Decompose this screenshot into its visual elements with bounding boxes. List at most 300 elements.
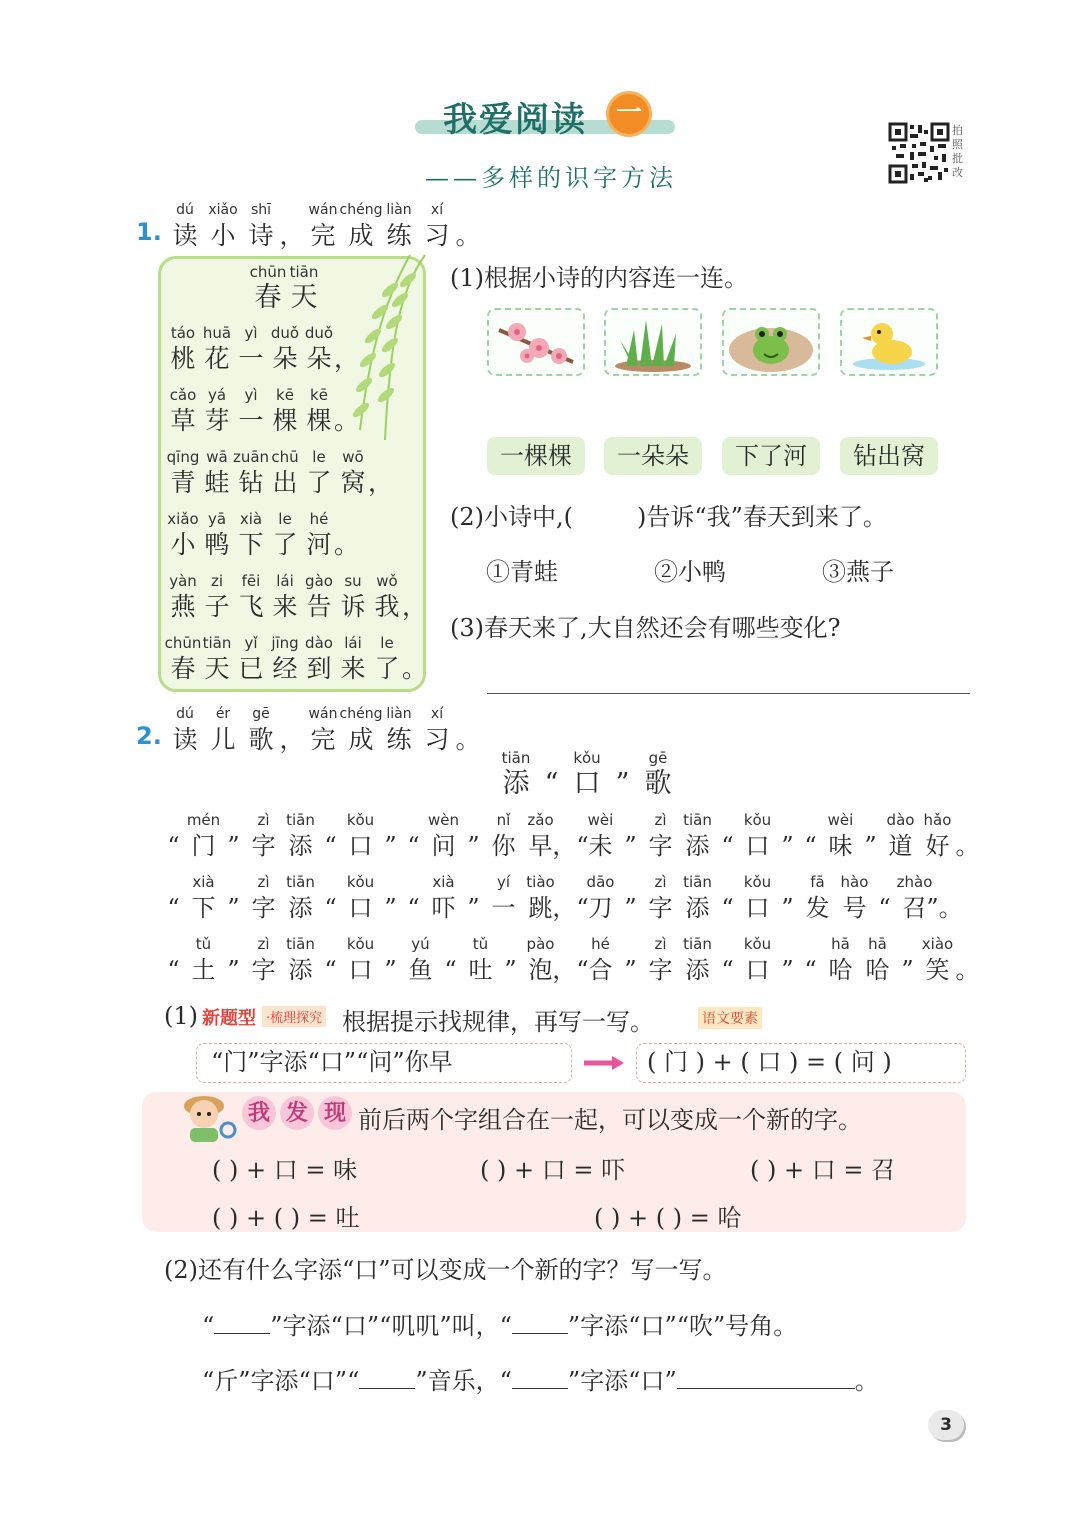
pinyin: tiào — [526, 873, 555, 891]
example-left-box: “门”字添“口”“问”你早 — [196, 1043, 572, 1083]
fill-text: “ — [202, 1312, 215, 1340]
picture-card-duck[interactable] — [840, 308, 938, 376]
pinyin-char-cell — [339, 200, 383, 252]
hanzi: 吐 — [468, 956, 493, 984]
hanzi: 桃 — [170, 344, 196, 373]
hanzi: 鸭 — [204, 530, 230, 559]
pinyin-char-cell — [336, 633, 370, 685]
hanzi: “ — [407, 894, 420, 922]
hanzi: 春 — [254, 282, 282, 313]
hanzi: 下 — [191, 894, 216, 922]
pinyin-char-cell — [716, 872, 739, 924]
hanzi: 。 — [334, 406, 360, 435]
hanzi: 练 — [386, 221, 412, 250]
pinyin: hā — [831, 935, 850, 953]
hanzi: 到 — [306, 654, 332, 683]
pinyin: wā — [206, 448, 228, 466]
peach-blossom-icon — [489, 310, 583, 374]
pinyin-char-cell — [234, 323, 268, 375]
pinyin-char-cell — [552, 810, 589, 862]
pinyin: chū — [271, 448, 299, 466]
q1-sub2-text — [450, 497, 887, 532]
hanzi: ，“ — [552, 832, 589, 860]
section-title — [415, 92, 675, 140]
hanzi: “ — [324, 832, 337, 860]
option-3[interactable]: ③燕子 — [822, 558, 894, 586]
pinyin-char-cell — [200, 633, 234, 685]
pinyin-char-cell — [799, 810, 822, 862]
hanzi: ” — [384, 894, 397, 922]
hanzi: 字 — [648, 832, 673, 860]
q2-sub1-prefix: (1) — [164, 1002, 198, 1030]
pinyin: yú — [411, 935, 430, 953]
pinyin-char-cell — [268, 509, 302, 561]
pinyin: tiān — [202, 634, 232, 652]
pinyin-char-cell — [636, 748, 680, 800]
hanzi: ” — [781, 894, 794, 922]
hanzi: 未 — [588, 832, 613, 860]
word-card[interactable]: 一朵朵 — [604, 437, 702, 475]
hanzi: 天 — [290, 282, 318, 313]
hanzi: ” — [624, 956, 637, 984]
pinyin: tiān — [286, 811, 315, 829]
hanzi: 发 — [805, 894, 830, 922]
section-title-text: 我爱阅读 — [443, 100, 587, 140]
pinyin: kǒu — [573, 749, 601, 767]
pinyin: wán — [308, 706, 338, 722]
pinyin-char-cell — [245, 872, 282, 924]
pinyin-char-cell — [776, 872, 799, 924]
hanzi: 添 — [685, 894, 710, 922]
pinyin-char-cell — [234, 385, 268, 437]
hanzi: 土 — [191, 956, 216, 984]
hanzi: 窝 — [340, 468, 366, 497]
hanzi: ” — [504, 956, 517, 984]
pinyin: kǒu — [743, 811, 772, 829]
pinyin: tiān — [501, 749, 531, 767]
hanzi: 早 — [528, 832, 553, 860]
pinyin-char-cell — [334, 323, 360, 375]
hanzi: “ — [804, 956, 817, 984]
pinyin-char-cell — [402, 633, 428, 685]
pinyin: zhào — [896, 873, 933, 891]
pinyin: kǒu — [743, 935, 772, 953]
pinyin: le — [278, 510, 292, 528]
answer-blank[interactable] — [677, 1367, 855, 1389]
pinyin-char-cell — [776, 810, 799, 862]
song-line — [162, 934, 979, 986]
pinyin: jīng — [271, 634, 299, 652]
pinyin: hā — [868, 935, 887, 953]
pinyin-char-cell — [319, 872, 342, 924]
q2-fill-line-2 — [202, 1361, 879, 1396]
pinyin: hé — [591, 935, 610, 953]
pinyin: xiǎo — [208, 202, 238, 218]
hanzi: 跳 — [528, 894, 553, 922]
pinyin-char-cell — [402, 872, 425, 924]
pinyin-char-cell — [822, 810, 859, 862]
pinyin-char-cell — [200, 571, 234, 623]
pinyin-char-cell — [162, 934, 185, 986]
pinyin-char-cell — [222, 934, 245, 986]
page-number: 3 — [928, 1410, 964, 1440]
hanzi: 字 — [251, 894, 276, 922]
hanzi: ， — [279, 221, 305, 250]
picture-card-peach-blossom[interactable] — [487, 308, 585, 376]
hanzi: ” — [624, 832, 637, 860]
poem-line — [166, 571, 428, 623]
pinyin-char-cell — [234, 571, 268, 623]
picture-card-frog[interactable] — [722, 308, 820, 376]
pinyin-char-cell — [282, 934, 319, 986]
pinyin-char-cell — [425, 810, 462, 862]
pinyin-char-cell — [204, 200, 242, 252]
pinyin-char-cell — [166, 200, 204, 252]
pinyin-char-cell — [166, 704, 204, 756]
pinyin-char-cell — [280, 200, 304, 252]
fill-equation[interactable]: ( ) + 口 = 味 — [212, 1156, 358, 1184]
pinyin-char-cell — [166, 571, 200, 623]
fill-text: ”字添“口” — [567, 1367, 677, 1395]
pinyin-char-cell — [200, 447, 234, 499]
explorer-boy-icon — [168, 1084, 240, 1144]
hanzi: 字 — [251, 956, 276, 984]
q1-sub1-text: (1)根据小诗的内容连一连。 — [450, 264, 748, 292]
pinyin: zuān — [232, 448, 270, 466]
pinyin: liàn — [386, 202, 412, 218]
hanzi: 道 — [888, 832, 913, 860]
discover-label-char: 发 — [280, 1096, 314, 1130]
pinyin-char-cell — [582, 872, 619, 924]
poem-line — [166, 323, 360, 375]
pinyin-char-cell — [370, 633, 404, 685]
fill-equation[interactable]: ( ) + 口 = 吓 — [480, 1156, 626, 1184]
pinyin-char-cell — [268, 385, 302, 437]
pinyin-char-cell — [619, 934, 642, 986]
pinyin-char-cell — [368, 447, 394, 499]
pinyin-char-cell — [836, 872, 873, 924]
pinyin: xià — [192, 873, 215, 891]
hanzi: 诉 — [340, 592, 366, 621]
answer-blank[interactable] — [359, 1367, 415, 1389]
hanzi: 儿 — [210, 725, 236, 754]
hanzi: 了 — [272, 530, 298, 559]
answer-blank[interactable] — [512, 1367, 568, 1389]
hanzi: ”。 — [926, 894, 963, 922]
pinyin: tiān — [683, 935, 712, 953]
q1-sub3-answer-line[interactable] — [487, 693, 970, 694]
pinyin-char-cell — [402, 934, 439, 986]
hanzi: 朵 — [272, 344, 298, 373]
hanzi: 歌 — [248, 725, 274, 754]
hanzi: ， — [279, 725, 305, 754]
pinyin-char-cell — [334, 385, 360, 437]
pinyin: xiǎo — [167, 510, 199, 528]
pinyin-char-cell — [565, 748, 609, 800]
hanzi: “ — [324, 894, 337, 922]
pinyin: dào — [305, 634, 333, 652]
pinyin: táo — [170, 324, 196, 342]
pinyin: su — [344, 572, 362, 590]
fill-equation[interactable]: ( ) + 口 = 召 — [750, 1156, 896, 1184]
pinyin-char-cell — [166, 509, 200, 561]
hanzi: 一 — [238, 344, 264, 373]
pinyin-char-cell — [380, 704, 418, 756]
hanzi: 习 — [424, 725, 450, 754]
hanzi: 朵 — [306, 344, 332, 373]
pinyin-char-cell — [242, 200, 280, 252]
discover-label-char: 现 — [318, 1096, 352, 1130]
hanzi: 读 — [172, 221, 198, 250]
option-1[interactable]: ①青蛙 — [486, 558, 558, 586]
pinyin: kē — [276, 386, 294, 404]
pinyin-char-cell — [339, 704, 383, 756]
pinyin: tiān — [289, 263, 319, 281]
hanzi: 添 — [685, 832, 710, 860]
pinyin-char-cell — [499, 934, 522, 986]
hanzi: 花 — [204, 344, 230, 373]
hanzi: 口 — [745, 894, 770, 922]
pinyin: yì — [244, 386, 258, 404]
hanzi: 成 — [348, 221, 374, 250]
pinyin: gē — [252, 706, 270, 722]
hanzi: 我 — [374, 592, 400, 621]
answer-blank[interactable] — [214, 1312, 270, 1334]
pinyin: zì — [654, 935, 667, 953]
pinyin: dāo — [586, 873, 615, 891]
pinyin: gào — [305, 572, 333, 590]
qr-label-char: 拍 — [952, 124, 963, 137]
hanzi: 笑 — [925, 956, 950, 984]
pinyin-char-cell — [439, 934, 462, 986]
pinyin-char-cell — [552, 934, 589, 986]
hanzi: 燕 — [170, 592, 196, 621]
hanzi: ，“ — [552, 894, 589, 922]
pinyin: qīng — [166, 448, 200, 466]
pinyin: duǒ — [304, 324, 334, 342]
pinyin-char-cell — [380, 200, 418, 252]
pinyin-char-cell — [462, 934, 499, 986]
pinyin-char-cell — [302, 323, 336, 375]
pinyin: zi — [210, 572, 224, 590]
pinyin-char-cell — [200, 323, 234, 375]
pinyin-char-cell — [402, 810, 425, 862]
poem-title — [250, 262, 322, 314]
hanzi: 。 — [455, 725, 481, 754]
hanzi: 鱼 — [408, 956, 433, 984]
qr-label-char: 批 — [952, 152, 963, 165]
hanzi: 棵 — [306, 406, 332, 435]
hanzi: 添 — [288, 832, 313, 860]
pinyin: gē — [648, 749, 668, 767]
answer-blank[interactable] — [512, 1312, 568, 1334]
hanzi: ” — [901, 956, 914, 984]
hanzi: 。 — [334, 530, 360, 559]
hanzi: “ — [167, 832, 180, 860]
word-card[interactable]: 下了河 — [722, 437, 820, 475]
pinyin-char-cell — [642, 934, 679, 986]
hanzi: 味 — [828, 832, 853, 860]
discover-label-char: 我 — [242, 1096, 276, 1130]
pinyin-char-cell — [402, 571, 428, 623]
question-2-instruction — [166, 704, 480, 756]
pinyin: nǐ — [496, 811, 511, 829]
pinyin-char-cell — [166, 633, 200, 685]
hanzi: 刀 — [588, 894, 613, 922]
pinyin-char-cell — [379, 872, 402, 924]
section-subtitle: ——多样的识字方法 — [425, 164, 677, 192]
hanzi: 字 — [648, 956, 673, 984]
pinyin-char-cell — [679, 934, 716, 986]
option-2[interactable]: ②小鸭 — [654, 558, 726, 586]
hanzi: ” — [781, 956, 794, 984]
pinyin-char-cell — [204, 704, 242, 756]
hanzi: 草 — [170, 406, 196, 435]
pinyin: zì — [257, 811, 270, 829]
pinyin-char-cell — [926, 872, 963, 924]
pinyin-char-cell — [418, 704, 456, 756]
pinyin-char-cell — [304, 200, 342, 252]
pinyin-char-cell — [642, 810, 679, 862]
pinyin: tiān — [683, 873, 712, 891]
hanzi: 河 — [306, 530, 332, 559]
pinyin: huā — [202, 324, 232, 342]
pinyin-char-cell — [873, 872, 896, 924]
hanzi: 哈 — [828, 956, 853, 984]
pinyin-char-cell — [822, 934, 859, 986]
pinyin-char-cell — [494, 748, 538, 800]
pinyin-char-cell — [456, 200, 480, 252]
poem-line — [166, 509, 360, 561]
pinyin: dào — [886, 811, 915, 829]
pinyin-char-cell — [268, 323, 302, 375]
pinyin-char-cell — [282, 810, 319, 862]
hanzi: 了 — [306, 468, 332, 497]
word-card[interactable]: 钻出窝 — [840, 437, 938, 475]
fill-equation[interactable]: ( ) + ( ) = 哈 — [594, 1204, 742, 1232]
pinyin: xià — [432, 873, 455, 891]
hanzi: ” — [467, 832, 480, 860]
pinyin: xí — [430, 202, 444, 218]
pinyin-char-cell — [162, 872, 185, 924]
hanzi: ” — [781, 832, 794, 860]
hanzi: 歌 — [644, 768, 672, 799]
pinyin-char-cell — [679, 810, 716, 862]
pinyin: wō — [342, 448, 364, 466]
pinyin-char-cell — [619, 872, 642, 924]
pinyin-char-cell — [185, 872, 222, 924]
question-1-instruction — [166, 200, 480, 252]
pinyin-char-cell — [162, 810, 185, 862]
pinyin: yì — [244, 324, 258, 342]
pinyin: yá — [207, 386, 227, 404]
pinyin-char-cell — [286, 262, 322, 314]
pinyin-char-cell — [250, 262, 286, 314]
hanzi: 泡 — [528, 956, 553, 984]
q1-sub3-text: (3)春天来了,大自然还会有哪些变化? — [450, 614, 841, 642]
grass-sprouts-icon — [606, 310, 700, 374]
pinyin: le — [380, 634, 394, 652]
pinyin-char-cell — [242, 704, 280, 756]
qr-label-char: 照 — [952, 138, 963, 151]
pinyin: pào — [526, 935, 555, 953]
pinyin: le — [312, 448, 326, 466]
pinyin: wèi — [587, 811, 614, 829]
pinyin-char-cell — [200, 509, 234, 561]
pinyin-char-cell — [859, 934, 896, 986]
hanzi: 钻 — [238, 468, 264, 497]
fill-text: 。 — [854, 1367, 879, 1395]
pinyin-char-cell — [462, 810, 485, 862]
pinyin-char-cell — [319, 810, 342, 862]
hanzi: 经 — [272, 654, 298, 683]
pinyin: tiān — [286, 935, 315, 953]
hanzi: 口 — [745, 832, 770, 860]
hanzi: “ — [721, 894, 734, 922]
hanzi: ， — [402, 592, 428, 621]
pinyin-char-cell — [268, 447, 302, 499]
pinyin: kǒu — [346, 873, 375, 891]
pinyin-char-cell — [582, 934, 619, 986]
word-card[interactable]: 一棵棵 — [487, 437, 585, 475]
hanzi: 合 — [588, 956, 613, 984]
pinyin-char-cell — [334, 509, 360, 561]
pinyin-char-cell — [679, 872, 716, 924]
hanzi: 青 — [170, 468, 196, 497]
pinyin-char-cell — [342, 872, 379, 924]
discover-label — [242, 1096, 352, 1130]
pinyin: kǒu — [743, 873, 772, 891]
hanzi: ” — [384, 832, 397, 860]
section-number-badge: 一 — [609, 94, 649, 134]
pinyin: dú — [176, 202, 194, 218]
pinyin: lái — [344, 634, 362, 652]
pinyin-char-cell — [799, 872, 836, 924]
pinyin-char-cell — [319, 934, 342, 986]
new-question-type-tag: 新题型 — [202, 1008, 256, 1029]
pinyin: fā — [810, 873, 825, 891]
qr-code-icon[interactable] — [888, 122, 950, 184]
chinese-element-tag: 语文要素 — [698, 1007, 762, 1029]
q1-sub2-right: )告诉“我”春天到来了。 — [637, 503, 887, 531]
hanzi: ” — [227, 832, 240, 860]
pinyin: yā — [207, 510, 227, 528]
pinyin-char-cell — [234, 509, 268, 561]
pinyin-char-cell — [418, 200, 456, 252]
hanzi: 练 — [386, 725, 412, 754]
picture-card-grass[interactable] — [604, 308, 702, 376]
hanzi: 已 — [238, 654, 264, 683]
pinyin-char-cell — [619, 810, 642, 862]
pinyin-char-cell — [166, 323, 200, 375]
poem-line — [166, 385, 360, 437]
hanzi: 门 — [191, 832, 216, 860]
song-title — [494, 748, 680, 800]
hanzi: ” — [864, 832, 877, 860]
hanzi: 习 — [424, 221, 450, 250]
hanzi: 一 — [238, 406, 264, 435]
hanzi: 诗 — [248, 221, 274, 250]
hanzi: 。 — [455, 221, 481, 250]
example-right-box: ( 门 ) + ( 口 ) = ( 问 ) — [636, 1043, 966, 1083]
pinyin: zì — [257, 873, 270, 891]
hanzi: 出 — [272, 468, 298, 497]
hanzi: 完 — [310, 221, 336, 250]
pinyin-char-cell — [280, 704, 304, 756]
pinyin-char-cell — [956, 810, 979, 862]
fill-equation[interactable]: ( ) + ( ) = 吐 — [212, 1204, 360, 1232]
pinyin: duǒ — [270, 324, 300, 342]
